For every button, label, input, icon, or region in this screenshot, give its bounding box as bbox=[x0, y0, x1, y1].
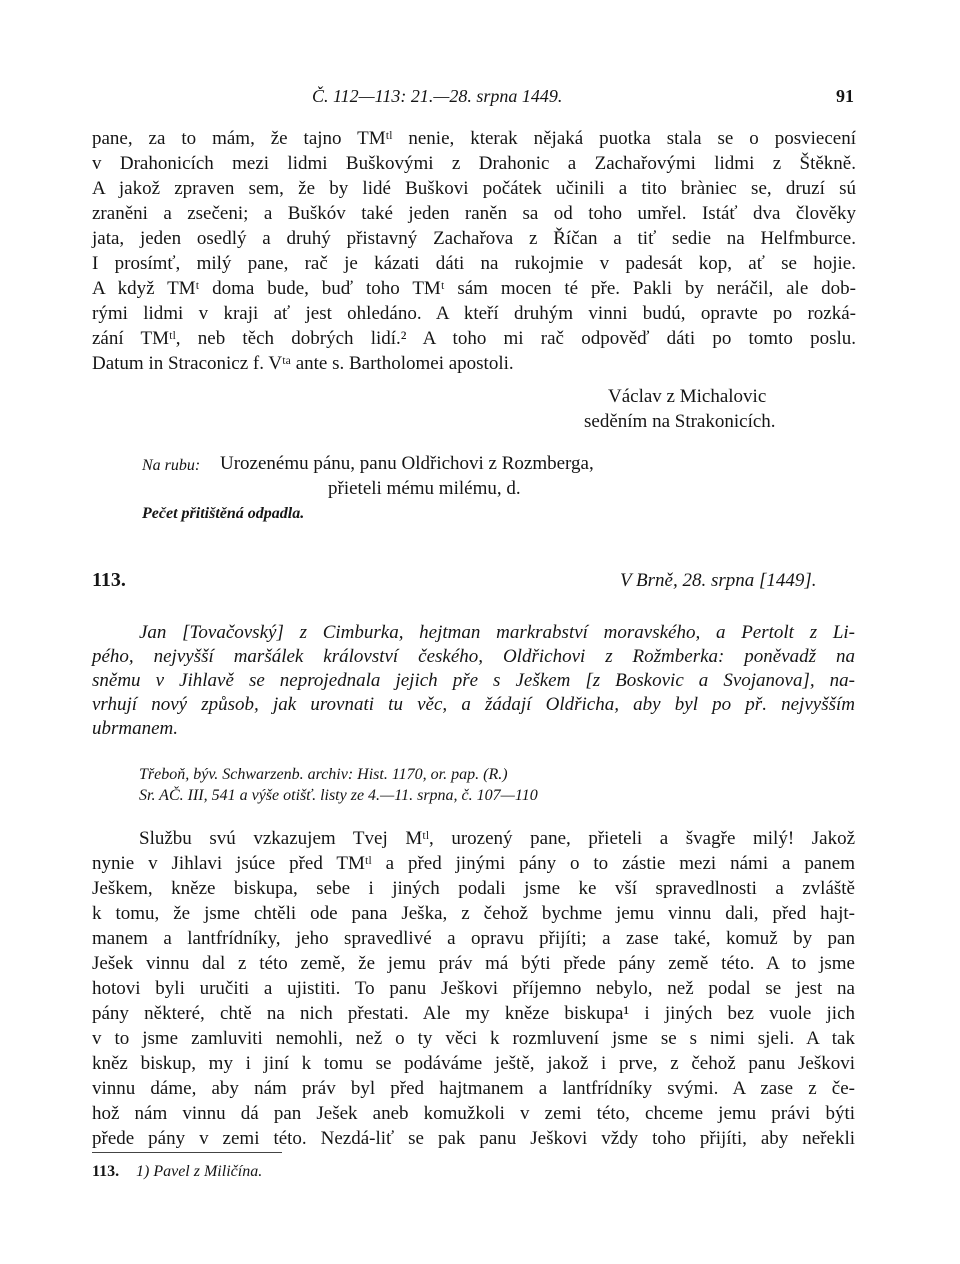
text-line: rými lidmi v kraji ať jest ohledáno. A kteří druhým vinni budú, opravte po rozká- bbox=[92, 303, 856, 324]
address-line: Urozenému pánu, panu Oldřichovi z Rozmberga, bbox=[220, 453, 594, 474]
signature-line: Václav z Michalovic bbox=[608, 386, 767, 407]
text-line: pane, za to mám, že tajno TMᵗˡ nenie, kterak nějaká puotka stala se o posviecení bbox=[92, 128, 856, 149]
text-line: Datum in Straconicz f. Vᵗᵃ ante s. Bartholomei apostoli. bbox=[92, 353, 514, 374]
text-line: vinnu dáme, aby nám práv byl před hajtmanem a lantfrídníky svými. A zase z če- bbox=[92, 1078, 855, 1099]
signature-line: seděním na Strakonicích. bbox=[584, 411, 776, 432]
text-line: zání TMᵗˡ, neb těch dobrých lidí.² A toho mi rač odpověď dáti po tomto poslu. bbox=[92, 328, 856, 349]
text-line: kněz biskup, my i jiní k tomu se podáváme ještě, jakož i prve, z čehož panu Ješkovi bbox=[92, 1053, 855, 1074]
address-label: Na rubu: bbox=[142, 457, 201, 474]
text-line: jata, jeden osedlý a druhý přistavný Zachařova z Říčan a tiť sedie na Helfmburce. bbox=[92, 228, 856, 249]
address-line: přieteli mému milému, d. bbox=[328, 478, 521, 499]
text-line: hotovi byli uručiti a ujistiti. To panu Ješkovi příjemno nebylo, než podal se jest na bbox=[92, 978, 855, 999]
regest-line: Jan [Tovačovský] z Cimburka, hejtman markrabství moravského, a Pertolt z Li- bbox=[139, 622, 855, 643]
running-title: Č. 112—113: 21.—28. srpna 1449. bbox=[312, 86, 563, 106]
text-line: v to jsme zamluviti nemohli, než o ty věci k rozmluvení jsme se s nimi sjeli. A tak bbox=[92, 1028, 855, 1049]
text-line: hož nám vinnu dá pan Ješek aneb komužkoli v zemi této, chceme jemu právi býti bbox=[92, 1103, 855, 1124]
regest-line: ubrmanem. bbox=[92, 718, 179, 739]
source-line: Třeboň, býv. Schwarzenb. archiv: Hist. 1170, or. pap. (R.) bbox=[139, 766, 508, 783]
text-line: v Drahonicích mezi lidmi Buškovými z Drahonic a Zachařovými lidmi z Štěkně. bbox=[92, 153, 856, 174]
text-line: nynie v Jihlavi jsúce před TMᵗˡ a před jinými pány o to zástie mezi námi a panem bbox=[92, 853, 855, 874]
text-line: přede pány v zemi této. Nezdá-liť se pak panu Ješkovi vždy toho přijíti, aby neřekli bbox=[92, 1128, 855, 1149]
text-line: pány některé, chtě na nich přestati. Ale my kněze biskupa¹ i jiných bez vuole jich bbox=[92, 1003, 855, 1024]
text-line: A jakož zpraven sem, že by lidé Buškovi počátek učinili a tito bràniec se, druzí sú bbox=[92, 178, 856, 199]
footnote-rule bbox=[92, 1152, 282, 1153]
footnote-text: 1) Pavel z Miličína. bbox=[136, 1163, 263, 1180]
text-line: Službu svú vzkazujem Tvej Mᵗˡ, urozený pane, přieteli a švagře milý! Jakož bbox=[139, 828, 855, 849]
text-line: manem a lantfrídníky, jeho spravedlivé a opravu přijíti; a zase také, komuž by pan bbox=[92, 928, 855, 949]
regest-line: vrhují nový způsob, jak urovnati tu věc, a žádají Oldřicha, aby byl po př. nejvyšším bbox=[92, 694, 855, 715]
text-line: Ješek vinnu dal z této země, že jemu práv má býti přede pány země této. A to jsme bbox=[92, 953, 855, 974]
page-number: 91 bbox=[836, 86, 854, 106]
text-line: zraněni a zsečeni; a Buškóv také jeden raněn sa od toho umřel. Istáť dva člověky bbox=[92, 203, 856, 224]
text-line: I prosímť, milý pane, rač je kázati dáti na rukojmie v padesát kop, ať se hojie. bbox=[92, 253, 856, 274]
entry-place-date: V Brně, 28. srpna [1449]. bbox=[620, 570, 817, 591]
footnote-ref: 113. bbox=[92, 1163, 120, 1180]
text-line: A když TMᵗ doma bude, buď toho TMᵗ sám mocen té pře. Pakli by neráčil, ale dob- bbox=[92, 278, 856, 299]
regest-line: sněmu v Jihlavě se neprojednala jejich pře s Ješkem [z Boskovic a Svojanova], na- bbox=[92, 670, 855, 691]
text-line: k tomu, že jsme chtěli ode pana Ješka, z čehož bychme jemu vinnu dali, před hajt- bbox=[92, 903, 855, 924]
source-line: Sr. AČ. III, 541 a výše otišť. listy ze 4.—11. srpna, č. 107—110 bbox=[139, 787, 538, 804]
seal-note: Pečet přitištěná odpadla. bbox=[142, 505, 305, 522]
regest-line: pého, nejvyšší maršálek království českého, Oldřichovi z Rožmberka: poněvadž na bbox=[92, 646, 855, 667]
text-line: Ješkem, kněze biskupa, sebe i jiných podali jsme ke vší spravedlnosti a zvláště bbox=[92, 878, 855, 899]
entry-number: 113. bbox=[92, 569, 126, 591]
